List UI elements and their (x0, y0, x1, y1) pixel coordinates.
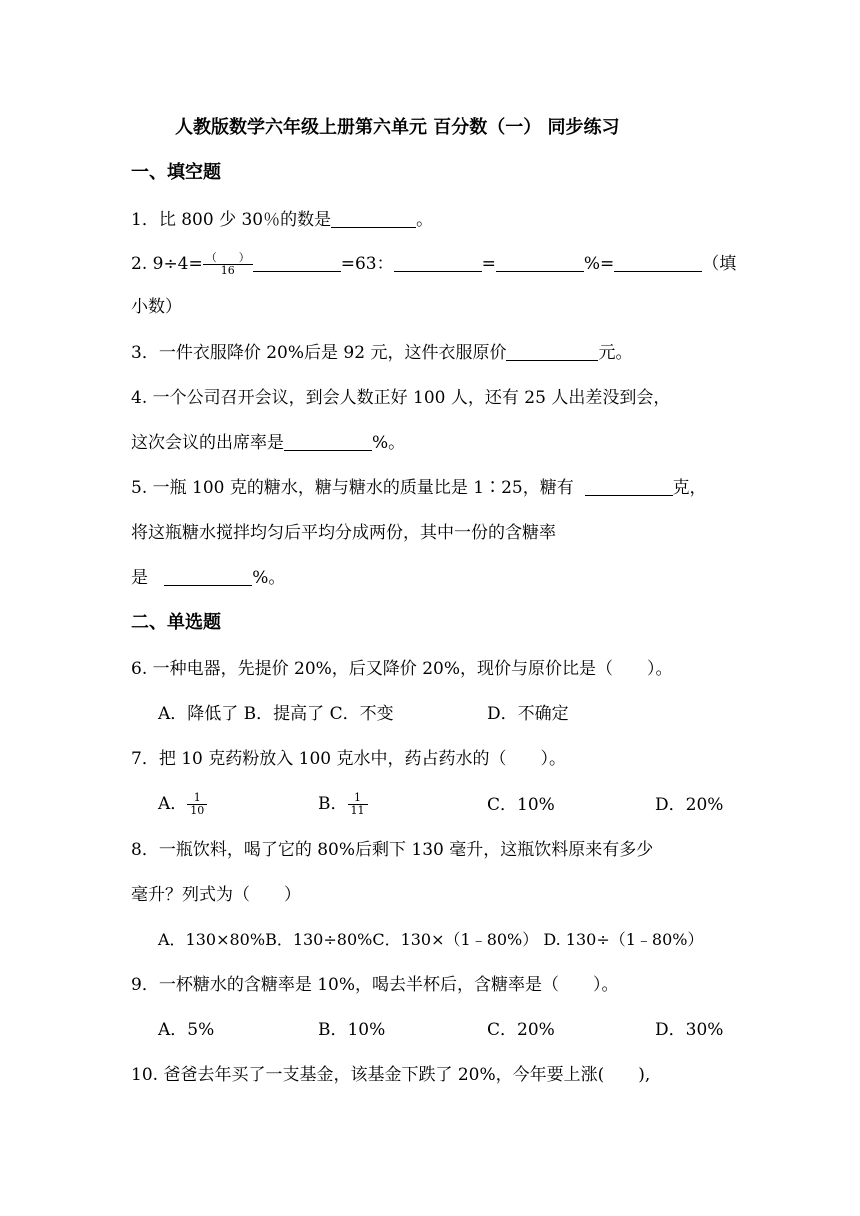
question-7: 7．把 10 克药粉放入 100 克水中，药占药水的（ ）。 (131, 749, 567, 769)
fraction (187, 792, 207, 817)
answer-blank (614, 253, 702, 272)
question-4-line-2 (131, 432, 405, 454)
option-label: B． (318, 794, 348, 814)
question-9: 9．一杯糖水的含糖率是 10%，喝去半杯后，含糖率是（ ）。 (131, 975, 619, 995)
question-2-fill: （填 (702, 254, 737, 274)
fraction (203, 252, 253, 277)
question-4-end: %。 (372, 433, 406, 453)
question-1 (131, 209, 433, 231)
question-2-text: 2. 9÷4= (131, 254, 203, 274)
option-label: A． (158, 794, 188, 814)
question-8-line-1: 8．一瓶饮料，喝了它的 80%后剩下 130 毫升，这瓶饮料原来有多少 (131, 840, 654, 860)
question-5-line-2: 将这瓶糖水搅拌均匀后平均分成两份，其中一份的含糖率 (131, 523, 556, 543)
question-5-is: 是 (131, 568, 148, 588)
question-2-eq: = (481, 254, 496, 274)
section-heading-fill-in: 一、填空题 (131, 162, 221, 183)
question-7-option-b (318, 792, 368, 817)
section-heading-single-choice: 二、单选题 (131, 612, 221, 633)
question-8-line-2: 毫升？列式为（ ） (131, 885, 301, 905)
answer-blank (394, 253, 482, 272)
fraction-denominator: 10 (190, 804, 205, 817)
answer-blank (331, 209, 416, 228)
question-5-unit: 克， (672, 478, 707, 498)
answer-blank (284, 432, 372, 451)
question-2-continuation: 小数） (131, 297, 182, 317)
question-6-options: A．降低了 B．提高了 C．不变 (158, 704, 394, 724)
question-9-option-b: B．10% (318, 1020, 386, 1040)
question-6: 6. 一种电器，先提价 20%，后又降价 20%，现价与原价比是（ ）。 (131, 659, 673, 679)
answer-blank (253, 253, 341, 272)
fraction (348, 792, 368, 817)
question-1-text: 1．比 800 少 30％的数是 (131, 210, 332, 230)
question-8-options: A．130×80%B．130÷80%C．130×（1﹣80%） D. 130÷（1﹣80%） (158, 930, 704, 949)
question-7-option-a (158, 792, 207, 817)
question-7-option-d: D．20% (655, 795, 724, 815)
question-3-end: 元。 (598, 343, 633, 363)
fraction-numerator: 1 (348, 792, 368, 805)
question-2 (131, 252, 736, 277)
answer-blank (506, 342, 598, 361)
question-3-text: 3．一件衣服降价 20%后是 92 元，这件衣服原价 (131, 343, 507, 363)
question-4-text: 这次会议的出席率是 (131, 433, 284, 453)
question-9-option-a: A．5% (158, 1020, 215, 1040)
question-9-option-c: C．20% (487, 1020, 555, 1040)
question-2-percent: %= (583, 254, 615, 274)
question-7-option-c: C．10% (487, 795, 555, 815)
question-3 (131, 342, 632, 364)
page-title: 人教版数学六年级上册第六单元 百分数（一） 同步练习 (175, 117, 620, 138)
question-2-ratio: =63： (340, 254, 394, 274)
question-1-end: 。 (416, 210, 434, 230)
question-10: 10. 爸爸去年买了一支基金，该基金下跌了 20%，今年要上涨( ), (131, 1065, 651, 1085)
question-4-line-1: 4. 一个公司召开会议，到会人数正好 100 人，还有 25 人出差没到会， (131, 388, 671, 408)
fraction-numerator: （ ） (203, 252, 253, 265)
question-5-line-3 (131, 567, 285, 589)
fraction-numerator: 1 (187, 792, 207, 805)
question-5-line-1 (131, 477, 707, 499)
question-6-option-d: D．不确定 (487, 704, 569, 724)
question-5-end: %。 (252, 568, 286, 588)
answer-blank (496, 253, 584, 272)
fraction-denominator: 11 (350, 804, 365, 817)
fraction-denominator: 16 (220, 264, 235, 277)
answer-blank (164, 567, 252, 586)
question-5-text: 5. 一瓶 100 克的糖水，糖与糖水的质量比是 1∶25，糖有 (131, 478, 574, 498)
question-9-option-d: D．30% (655, 1020, 724, 1040)
answer-blank (585, 477, 673, 496)
